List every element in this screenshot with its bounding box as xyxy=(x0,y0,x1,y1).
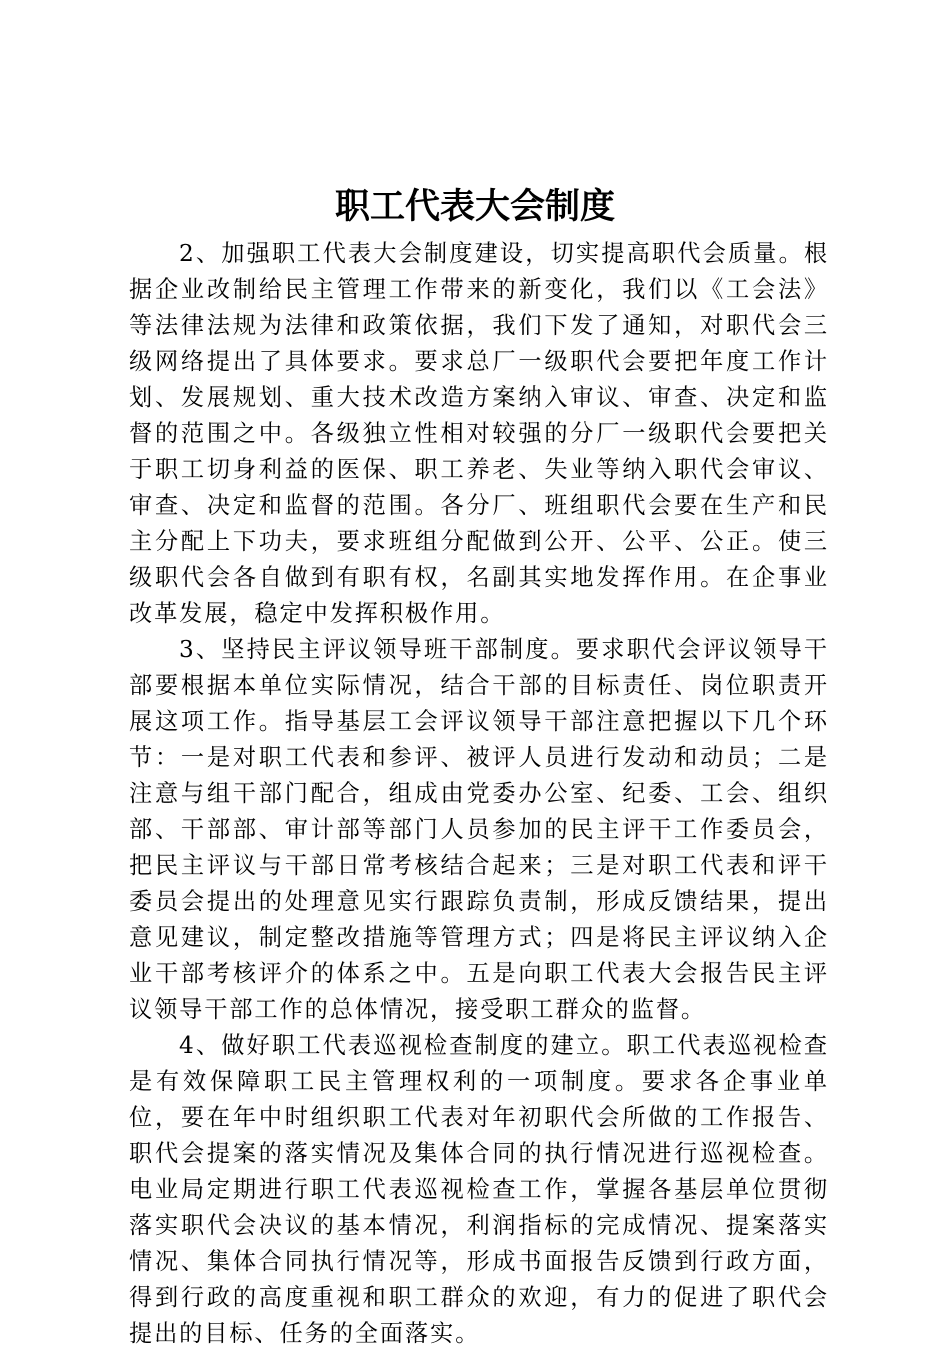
paragraph-2: 2、加强职工代表大会制度建设，切实提高职代会质量。根据企业改制给民主管理工作带来的新变化，我们以《工会法》等法律法规为法律和政策依据，我们下发了通知，对职代会三级网络提出了具体要求。要求总厂一级职代会要把年度工作计划、发展规划、重大技术改造方案纳入审议、审查、决定和监督的范围之中。各级独立性相对较强的分厂一级职代会要把关于职工切身利益的医保、职工养老、失业等纳入职代会审议、审查、决定和监督的范围。各分厂、班组职代会要在生产和民主分配上下功夫，要求班组分配做到公开、公平、公正。使三级职代会各自做到有职有权，名副其实地发挥作用。在企事业改革发展，稳定中发挥积极作用。 xyxy=(129,240,829,627)
document-body xyxy=(129,236,829,1352)
paragraph-3: 3、坚持民主评议领导班干部制度。要求职代会评议领导干部要根据本单位实际情况，结合干部的目标责任、岗位职责开展这项工作。指导基层工会评议领导干部注意把握以下几个环节：一是对职工代表和参评、被评人员进行发动和动员；二是注意与组干部门配合，组成由党委办公室、纪委、工会、组织部、干部部、审计部等部门人员参加的民主评干工作委员会，把民主评议与干部日常考核结合起来；三是对职工代表和评干委员会提出的处理意见实行跟踪负责制，形成反馈结果，提出意见建议，制定整改措施等管理方式；四是将民主评议纳入企业干部考核评介的体系之中。五是向职工代表大会报告民主评议领导干部工作的总体情况，接受职工群众的监督。 xyxy=(129,636,829,1023)
paragraph-4: 4、做好职工代表巡视检查制度的建立。职工代表巡视检查是有效保障职工民主管理权利的一项制度。要求各企事业单位，要在年中时组织职工代表对年初职代会所做的工作报告、职代会提案的落实情况及集体合同的执行情况进行巡视检查。电业局定期进行职工代表巡视检查工作，掌握各基层单位贯彻落实职代会决议的基本情况，利润指标的完成情况、提案落实情况、集体合同执行情况等，形成书面报告反馈到行政方面，得到行政的高度重视和职工群众的欢迎，有力的促进了职代会提出的目标、任务的全面落实。 xyxy=(129,1032,829,1347)
document-title: 职工代表大会制度 xyxy=(334,186,615,227)
